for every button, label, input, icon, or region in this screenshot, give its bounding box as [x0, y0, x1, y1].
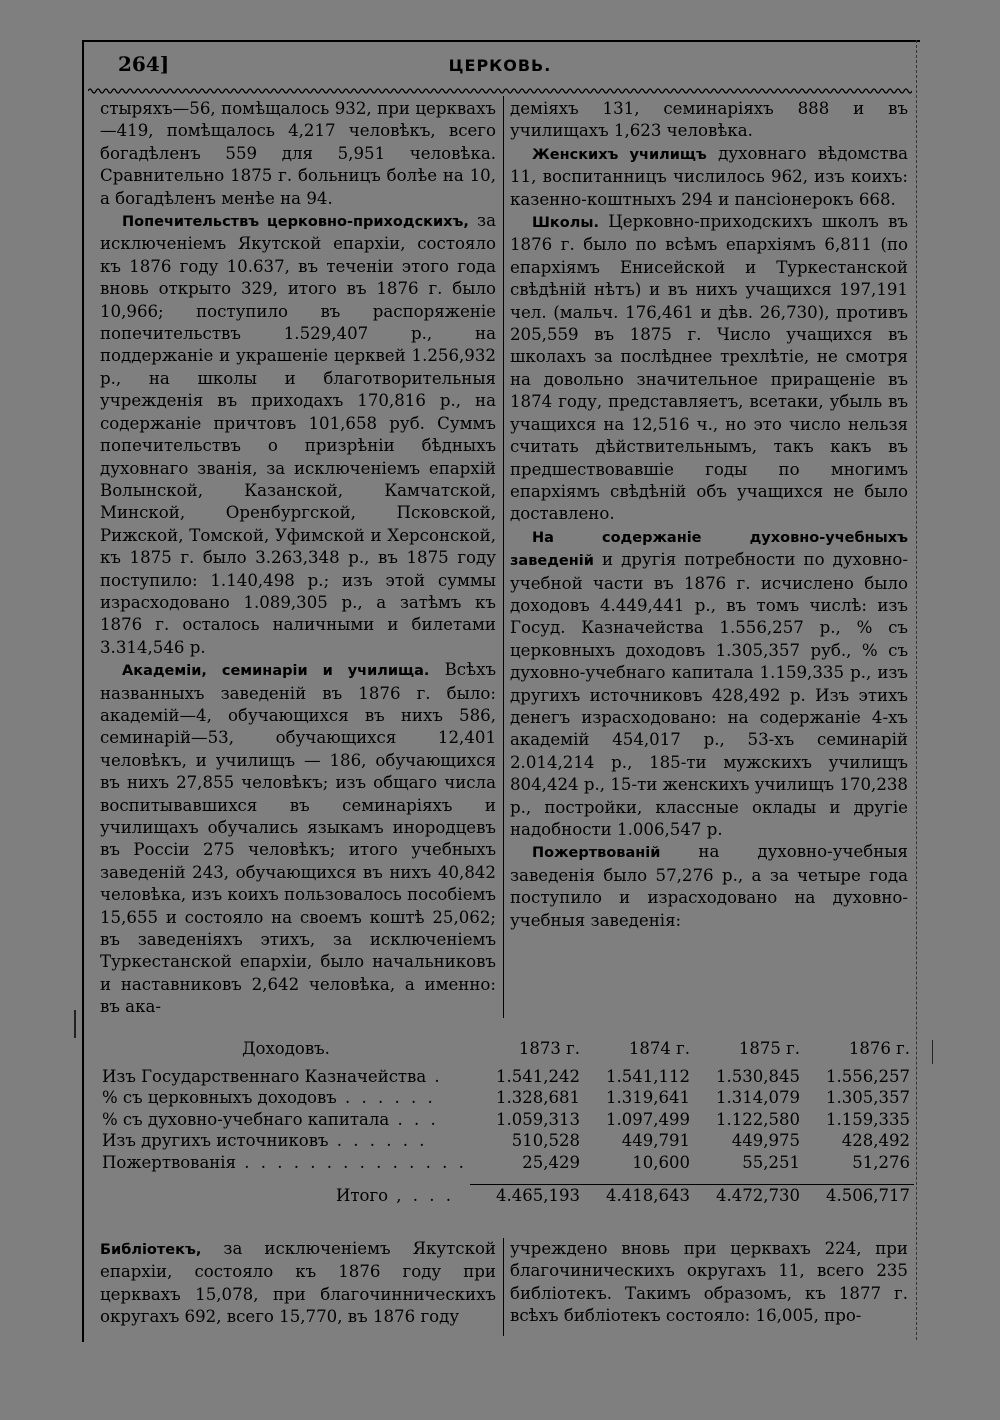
cell-value: 51,276: [852, 1152, 910, 1172]
cell-value: 1.059,313: [496, 1109, 580, 1129]
column-divider: [503, 96, 504, 1018]
total-value: 4.506,717: [826, 1186, 910, 1205]
paragraph-womens-schools: [510, 143, 908, 211]
bottom-right-column: [510, 1238, 908, 1328]
cell-value: 1.159,335: [826, 1109, 910, 1129]
text-libraries: за исключеніемъ Якутской епархіи, состояло къ 1876 году при церквахъ 15,078, при благочинническихъ округахъ 692, всего 15,770, въ 1876 году: [100, 1239, 496, 1327]
row-label: % съ церковныхъ доходовъ . . . . . .: [102, 1088, 436, 1107]
cell-value: 1.541,242: [496, 1066, 580, 1086]
table-header-row: [98, 1038, 914, 1066]
table-row: [98, 1109, 914, 1131]
cell-value: 449,791: [621, 1131, 690, 1150]
right-column: [510, 98, 908, 932]
cell-value: 1.530,845: [716, 1066, 800, 1086]
cell-value: 1.314,079: [716, 1088, 800, 1107]
table-label-header: Доходовъ.: [242, 1039, 330, 1058]
left-column: [100, 98, 496, 1019]
paragraph-schools: [510, 211, 908, 526]
cell-value: 1.556,257: [826, 1066, 910, 1086]
total-value: 4.465,193: [496, 1186, 580, 1205]
table-row: [98, 1152, 914, 1174]
page-number: 264]: [118, 52, 170, 76]
cell-value: 1.328,681: [496, 1088, 580, 1107]
text-maintenance: и другія потребности по духовно-учебной части въ 1876 г. исчислено было доходовъ 4.449,441 р., въ томъ числѣ: изъ Госуд. Казначейства 1.556,257 р., % съ церковныхъ доходовъ 1.305,357 руб., % съ духовно-учебнаго капитала 1.159,335 р., изъ другихъ источниковъ 428,492 р. Изъ этихъ денегъ израсходовано: на содержаніе 4-хъ академій 454,017 р., 53-хъ семинарій 2.014,214 р., 185-ти мужскихъ училищъ 804,424 р., 15-ти женскихъ училищъ 170,238 р., постройки, классные оклады и другіе надобности 1.006,547 р.: [510, 550, 908, 839]
page-frame-right-edge: [916, 40, 917, 1340]
year-header: 1876 г.: [848, 1039, 910, 1058]
cell-value: 428,492: [841, 1131, 910, 1150]
cell-value: 449,975: [731, 1131, 800, 1150]
total-rule: [470, 1184, 914, 1185]
year-header: 1873 г.: [518, 1039, 580, 1058]
cell-value: 10,600: [632, 1152, 690, 1172]
heading-academies: Академіи, семинаріи и училища.: [122, 663, 430, 680]
heading-libraries: Библіотекъ,: [100, 1242, 202, 1258]
paragraph-trusteeships: [100, 210, 496, 659]
row-label: Пожертвованія . . . . . . . . . . . . . .: [102, 1152, 467, 1172]
text-donations: на духовно-учебныя заведенія было 57,276 р., а за четыре года поступило и израсходовано на духовно-учебныя заведенія:: [510, 842, 908, 930]
total-value: 4.472,730: [716, 1186, 800, 1205]
margin-mark: [932, 1040, 933, 1064]
cell-value: 1.541,112: [606, 1066, 690, 1086]
heading-womens-schools: Женскихъ училищъ: [532, 146, 707, 163]
year-header: 1875 г.: [738, 1039, 800, 1058]
cell-value: 1.319,641: [606, 1088, 690, 1107]
text-schools: Церковно-приходскихъ школъ въ 1876 г. было по всѣмъ епархіямъ 6,811 (по епархіямъ Енисейской и Туркестанской свѣдѣній нѣтъ) и въ нихъ учащихся 197,191 чел. (мальч. 176,461 и дѣв. 26,730), противъ 205,559 въ 1875 г. Число учащихся въ школахъ за послѣднее трехлѣтіе, не смотря на довольно значительное приращеніе въ 1874 году, представляетъ, всетаки, убыль въ учащихся на 12,516 ч., но это число нельзя считать дѣйствительнымъ, такъ какъ въ предшествовавшіе годы по многимъ епархіямъ свѣдѣній объ учащихся не было доставлено.: [510, 212, 908, 524]
cell-value: 1.305,357: [826, 1088, 910, 1107]
running-head: ЦЕРКОВЬ.: [448, 56, 552, 75]
revenue-table: [98, 1038, 914, 1207]
paragraph-academies: [100, 659, 496, 1019]
paragraph-maintenance: [510, 526, 908, 842]
paragraph-continuation: деміяхъ 131, семинаріяхъ 888 и въ училищахъ 1,623 человѣка.: [510, 99, 908, 141]
paragraph-libraries-continued: учреждено вновь при церквахъ 224, при благочиническихъ округахъ 11, всего 235 библіотекъ. Такимъ образомъ, къ 1877 г. всѣхъ библіотекъ состояло: 16,005, про-: [510, 1239, 908, 1326]
column-divider-bottom: [503, 1238, 504, 1336]
cell-value: 1.097,499: [606, 1109, 690, 1129]
text-trusteeships: за исключеніемъ Якутской епархіи, состояло къ 1876 году 10.637, въ теченіи этого года вновь открыто 329, итого въ 1876 г. было 10,966; поступило въ распоряженіе попечительствъ 1.529,407 р., на поддержаніе и украшеніе церквей 1.256,932 р., на школы и благотворительныя учрежденія въ приходахъ 170,816 р., на содержаніе причтовъ 101,658 руб. Суммъ попечительствъ о призрѣніи бѣдныхъ духовнаго званія, за исключеніемъ епархій Волынской, Казанской, Камчатской, Минской, Оренбургской, Псковской, Рижской, Томской, Уфимской и Херсонской, къ 1875 г. было 3.263,348 р., въ 1875 году поступило: 1.140,498 р.; изъ этой суммы израсходовано 1.089,305 р., а затѣмъ къ 1876 г. осталось наличными и билетами 3.314,546 р.: [100, 211, 496, 657]
table-row: [98, 1087, 914, 1109]
heading-maintenance: На содержаніе духовно-учебныхъ заведеній: [510, 529, 908, 570]
year-header: 1874 г.: [628, 1039, 690, 1058]
paragraph-donations: [510, 841, 908, 932]
cell-value: 55,251: [742, 1152, 800, 1172]
text-academies: Всѣхъ названныхъ заведеній въ 1876 г. было: академій—4, обучающихся въ нихъ 586, семинарій—53, обучающихся 12,401 человѣкъ, и училищъ — 186, обучающихся въ нихъ 27,855 человѣкъ; изъ общаго числа воспитывавшихся въ семинаріяхъ и училищахъ обучались языкамъ инородцевъ въ Россіи 275 человѣкъ; итого учебныхъ заведеній 243, обучающихся въ нихъ 40,842 человѣка, изъ коихъ пользовалось пособіемъ 15,655 и состояло на своемъ коштѣ 25,062; въ заведеніяхъ этихъ, за исключеніемъ Туркестанской епархіи, было начальниковъ и наставниковъ 2,642 человѣка, а именно: въ ака-: [100, 660, 496, 1017]
paragraph-almshouses: стыряхъ—56, помѣщалось 932, при церквахъ—419, помѣщалось 4,217 человѣкъ, всего богадѣленъ 559 для 5,951 человѣка. Сравнительно 1875 г. больницъ болѣе на 10, а богадѣленъ менѣе на 94.: [100, 99, 496, 208]
row-label: Изъ другихъ источниковъ . . . . . .: [102, 1131, 428, 1150]
wavy-rule: [88, 86, 912, 96]
text-womens-schools: духовнаго вѣдомства 11, воспитанницъ числилось 962, изъ коихъ: казенно-коштныхъ 294 и пансіонерокъ 668.: [510, 143, 908, 209]
heading-trusteeships: Попечительствъ церковно-приходскихъ,: [122, 214, 469, 231]
cell-value: 25,429: [522, 1152, 580, 1172]
table-row: [98, 1130, 914, 1152]
row-label: Изъ Государственнаго Казначейства .: [102, 1066, 443, 1086]
margin-mark: [74, 1010, 76, 1038]
total-label: Итого , . . .: [336, 1186, 454, 1205]
table-row: [98, 1066, 914, 1088]
row-label: % съ духовно-учебнаго капитала . . .: [102, 1109, 439, 1129]
heading-donations: Пожертвованій: [532, 845, 661, 862]
heading-schools: Школы.: [532, 215, 599, 232]
total-value: 4.418,643: [606, 1186, 690, 1205]
bottom-left-column: [100, 1238, 496, 1329]
cell-value: 510,528: [511, 1131, 580, 1150]
paragraph-libraries: [100, 1238, 496, 1329]
table-total-row: [98, 1173, 914, 1207]
cell-value: 1.122,580: [716, 1109, 800, 1129]
